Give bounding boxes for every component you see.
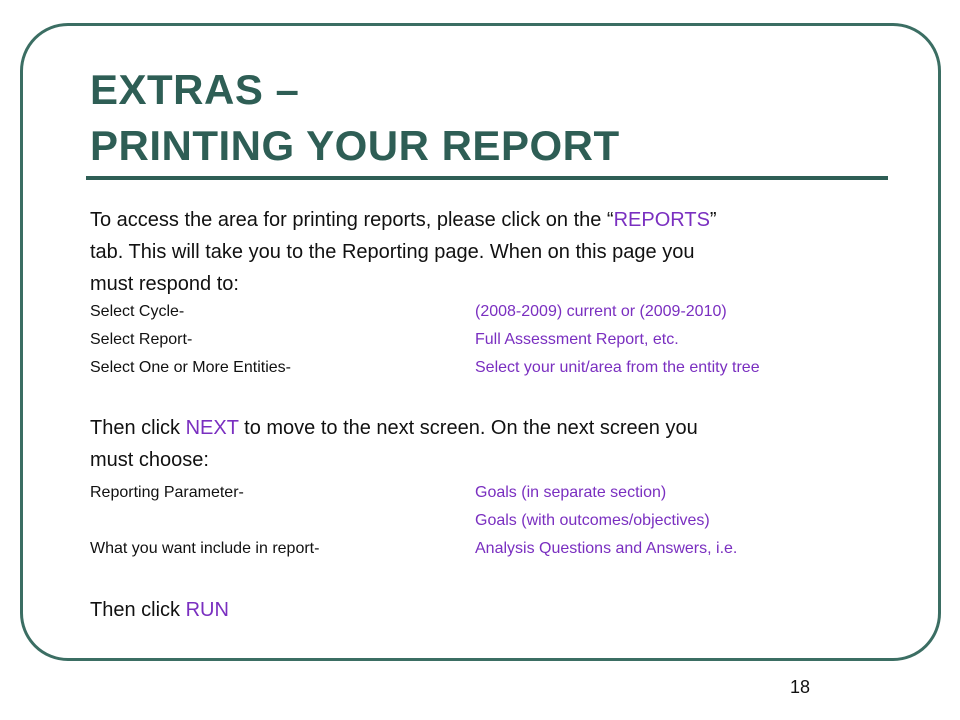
title-line-2: PRINTING YOUR REPORT xyxy=(90,122,620,169)
run-paragraph xyxy=(90,594,229,626)
option-value: Full Assessment Report, etc. xyxy=(475,331,679,348)
choice-value: Goals (in separate section) xyxy=(475,484,667,501)
option-label: Select One or More Entities- xyxy=(90,359,291,376)
run-line-text: Then click xyxy=(90,599,186,621)
next-keyword: NEXT xyxy=(185,417,239,439)
choice-value: Analysis Questions and Answers, i.e. xyxy=(475,540,738,557)
intro-line-1 xyxy=(90,204,717,236)
slide-title xyxy=(90,62,620,174)
run-line xyxy=(90,594,229,626)
intro-line-3: must respond to: xyxy=(90,273,239,295)
choice-label: What you want include in report- xyxy=(90,540,320,557)
intro-paragraph xyxy=(90,204,717,300)
next-line-1-text: Then click xyxy=(90,417,186,439)
option-value: (2008-2009) current or (2009-2010) xyxy=(475,303,727,320)
intro-line-2: tab. This will take you to the Reporting page. When on this page you xyxy=(90,241,695,263)
next-line-2: must choose: xyxy=(90,449,209,471)
next-paragraph xyxy=(90,412,698,476)
next-line-1 xyxy=(90,412,698,444)
intro-line-1-close-quote: ” xyxy=(709,209,717,231)
option-label: Select Cycle- xyxy=(90,303,185,320)
title-line-1: EXTRAS – xyxy=(90,66,300,113)
choice-value: Goals (with outcomes/objectives) xyxy=(475,512,710,529)
option-value: Select your unit/area from the entity tree xyxy=(475,359,760,376)
run-keyword: RUN xyxy=(185,599,229,621)
next-line-1-rest: to move to the next screen. On the next screen you xyxy=(238,417,698,439)
page-number: 18 xyxy=(790,677,811,697)
reports-keyword: REPORTS xyxy=(613,209,710,231)
choice-label: Reporting Parameter- xyxy=(90,484,244,501)
title-underline xyxy=(86,176,888,180)
intro-line-1-text: To access the area for printing reports, please click on the “ xyxy=(90,209,614,231)
option-label: Select Report- xyxy=(90,331,193,348)
